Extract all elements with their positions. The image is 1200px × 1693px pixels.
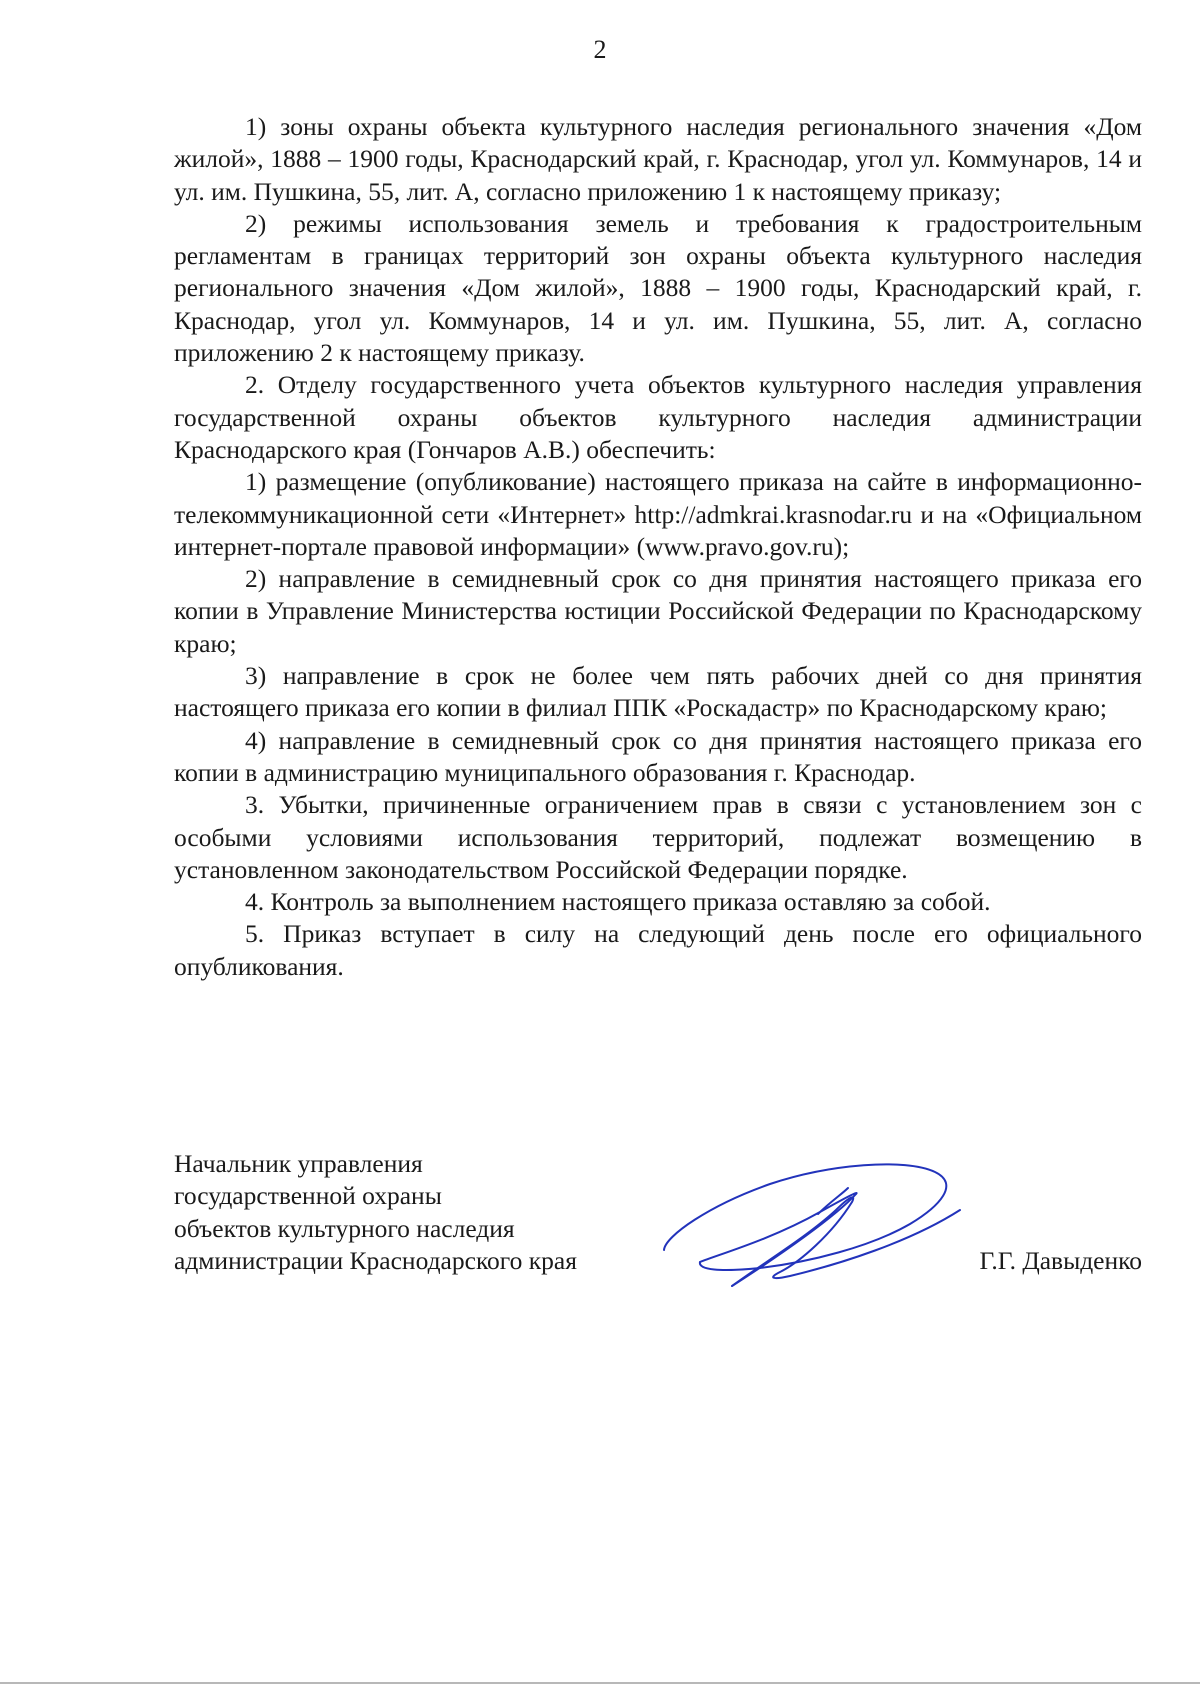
page-bottom-rule xyxy=(0,1682,1200,1684)
paragraph-clause-4: 4. Контроль за выполнением настоящего приказа оставляю за собой. xyxy=(245,887,991,917)
signer-name: Г.Г. Давыденко xyxy=(979,1246,1142,1275)
signer-position-line: государственной охраны xyxy=(174,1181,442,1211)
paragraph-roskadastr: 3) направление в срок не более чем пять рабочих дней со дня принятия настоящего приказа его копии в филиал ППК «Роскадастр» по Краснодарскому краю; xyxy=(174,661,1142,723)
handwritten-signature xyxy=(660,1150,995,1290)
page-number: 2 xyxy=(593,35,607,64)
signature-block xyxy=(174,1148,1142,1277)
paragraph-item-1-zones: 1) зоны охраны объекта культурного наследия регионального значения «Дом жилой», 1888 – 1900 годы, Краснодарский край, г. Краснодар, угол ул. Коммунаров, 14 и ул. им. Пушкина, 55, лит. А, согласно приложению 1 к настоящему приказу; xyxy=(174,112,1142,206)
signer-position-line: Начальник управления xyxy=(174,1149,423,1178)
paragraph-justice-ministry: 2) направление в семидневный срок со дня принятия настоящего приказа его копии в Управление Министерства юстиции Российской Федерации по Краснодарскому краю; xyxy=(174,564,1142,658)
document-body xyxy=(174,111,1142,983)
paragraph-clause-5: 5. Приказ вступает в силу на следующий день после его официального опубликования. xyxy=(174,919,1142,981)
paragraph-publication: 1) размещение (опубликование) настоящего приказа на сайте в информационно-телекоммуникационной сети «Интернет» http://admkrai.krasnodar.ru и на «Официальном интернет-портале правовой информации» (www.pravo.gov.ru); xyxy=(174,467,1142,561)
paragraph-municipal-admin: 4) направление в семидневный срок со дня принятия настоящего приказа его копии в администрацию муниципального образования г. Краснодар. xyxy=(174,725,1142,787)
signer-position-line: администрации Краснодарского края xyxy=(174,1245,577,1275)
paragraph-clause-3: 3. Убытки, причиненные ограничением прав в связи с установлением зон с особыми условиями использования территорий, подлежат возмещению в установленном законодательством Российской Федерации порядке. xyxy=(174,790,1142,884)
paragraph-item-2-land-use: 2) режимы использования земель и требования к градостроительным регламентам в границах территорий зон охраны объекта культурного наследия регионального значения «Дом жилой», 1888 – 1900 годы, Краснодарский край, г. Краснодар, угол ул. Коммунаров, 14 и ул. им. Пушкина, 55, лит. А, согласно приложению 2 к настоящему приказу. xyxy=(174,208,1142,368)
signer-position-line: объектов культурного наследия xyxy=(174,1213,515,1243)
paragraph-clause-2: 2. Отделу государственного учета объектов культурного наследия управления государственной охраны объектов культурного наследия администрации Краснодарского края (Гончаров А.В.) обеспечить: xyxy=(174,370,1142,464)
